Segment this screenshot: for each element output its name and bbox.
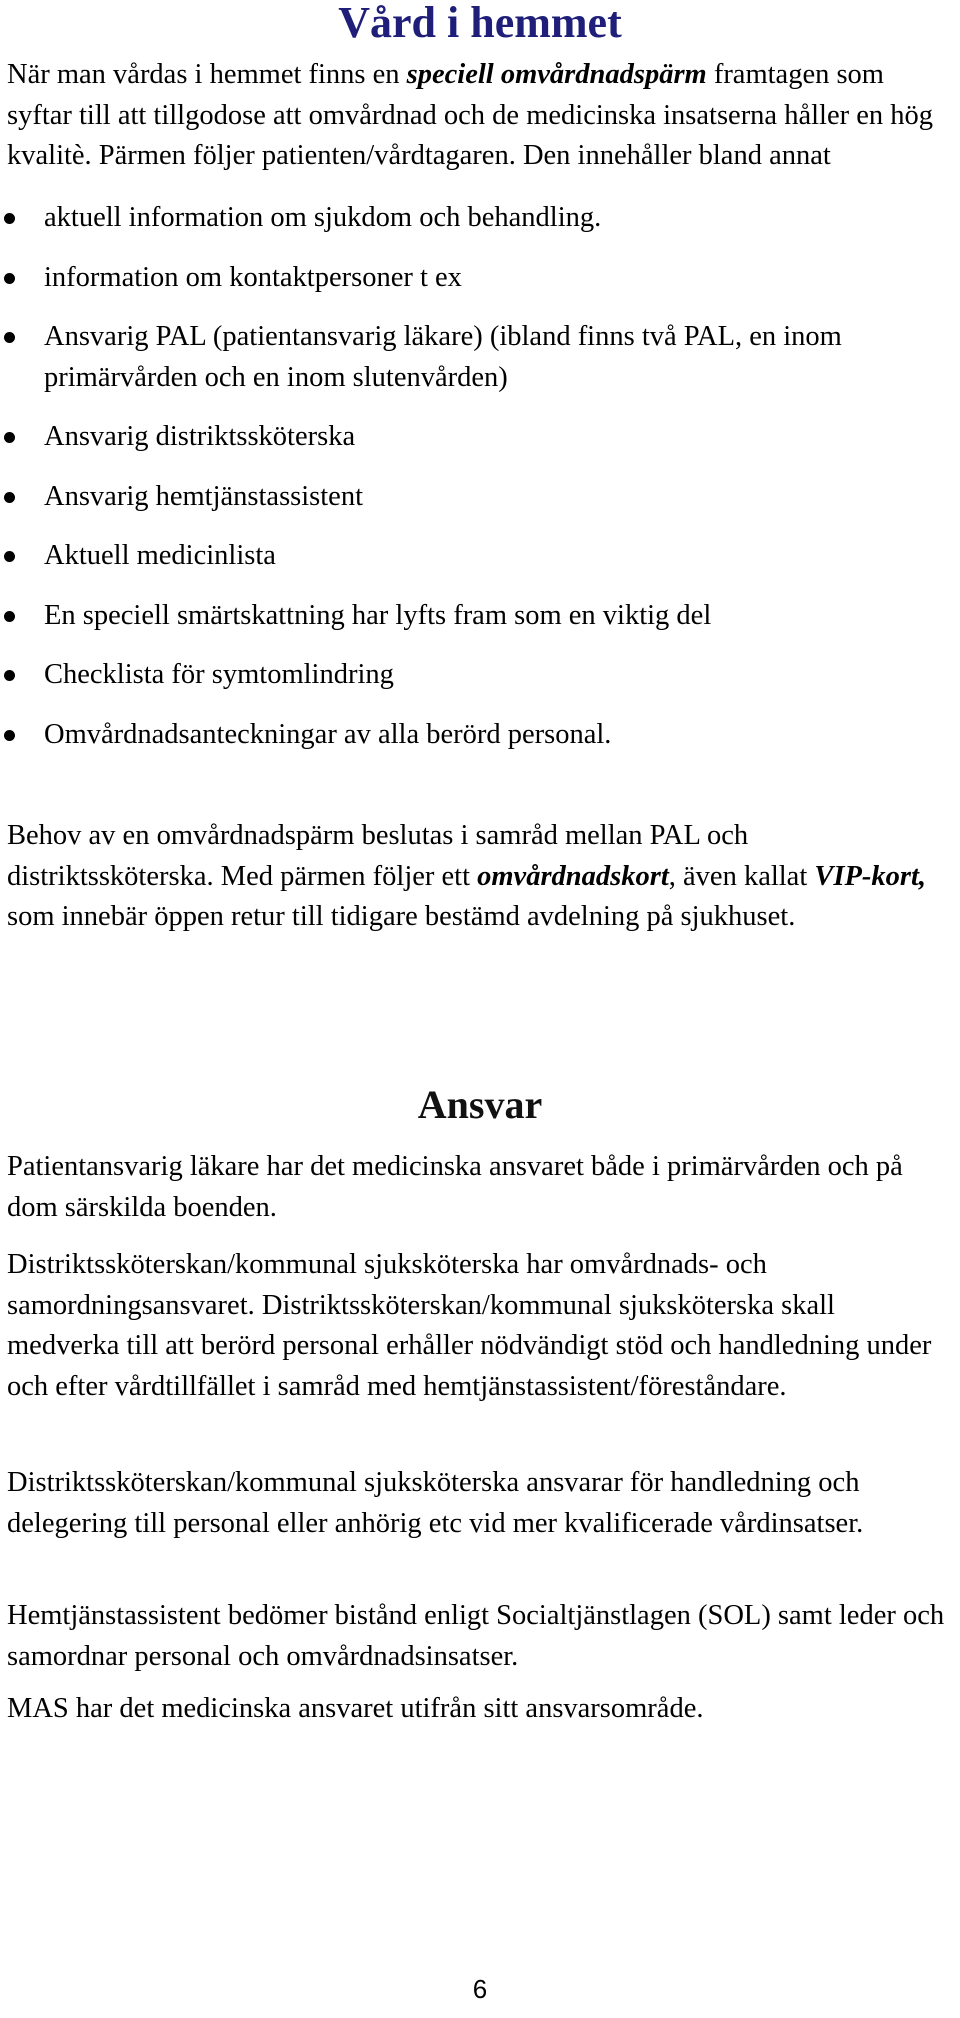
behov-paragraph [7,816,952,938]
bullet-list [0,198,945,774]
bullet-icon [4,670,15,681]
bullet-icon [4,492,15,503]
bullet-icon [4,213,15,224]
list-item-text: Ansvarig hemtjänstassistent [44,480,363,512]
list-item-text: Ansvarig distriktssköterska [44,421,356,452]
behov-emphasis-omvardnadskort: omvårdnadskort [477,860,669,892]
behov-emphasis-vip-kort: VIP-kort, [814,860,927,892]
list-item [0,596,945,637]
bullet-icon [4,611,15,622]
page-number: 6 [472,1974,488,2004]
bullet-icon [4,730,15,741]
list-item [0,715,945,756]
bullet-icon [4,332,15,343]
list-item-text: En speciell smärtskattning har lyfts fram som en viktig del [44,599,712,631]
intro-emphasis: speciell omvårdnadspärm [406,59,707,90]
list-item [0,477,945,518]
list-item-text: Omvårdnadsanteckningar av alla berörd personal. [44,718,612,750]
intro-text-after: framtagen som syftar till att tillgodose att omvårdnad och de medicinska insatserna håller en hög kvalitè. Pärmen följer patienten/vårdtagaren. Den innehåller bland annat [7,59,933,171]
intro-text-before: När man vårdas i hemmet finns en [7,59,407,90]
behov-text-3: som innebär öppen retur till tidigare bestämd avdelning på sjukhuset. [7,901,796,932]
ansvar-paragraph-3: Distriktssköterskan/kommunal sjuksköterska ansvarar för handledning och delegering till personal eller anhörig etc vid mer kvalificerade vårdinsatser. [7,1467,864,1539]
list-item [0,655,945,696]
section-heading-ansvar: Ansvar [417,1082,543,1127]
list-item-text: aktuell information om sjukdom och behandling. [44,202,602,233]
list-item [0,258,945,299]
bullet-icon [4,551,15,562]
list-item-text: Aktuell medicinlista [44,540,276,571]
ansvar-paragraph-2: Distriktssköterskan/kommunal sjuksköterska har omvårdnads- och samordningsansvaret. Distriktssköterskan/kommunal sjuksköterska skall medverka till att berörd personal erhåller nödvändigt stöd och handledning under och efter vårdtillfället i samråd med hemtjänstassistent/föreståndare. [7,1249,932,1402]
ansvar-paragraph-4: Hemtjänstassistent bedömer bistånd enligt Socialtjänstlagen (SOL) samt leder och samordnar personal och omvårdnadsinsatser. [7,1600,945,1672]
bullet-icon [4,432,15,443]
behov-text-1: Behov av en omvårdnadspärm beslutas i samråd mellan PAL och distriktssköterska. Med pärmen följer ett [7,820,749,892]
behov-text-2: , även kallat [668,860,815,892]
list-item [0,536,945,577]
list-item [0,198,945,239]
list-item-text: information om kontaktpersoner t ex [44,261,462,293]
intro-paragraph [7,55,952,177]
list-item-text: Ansvarig PAL (patientansvarig läkare) (ibland finns två PAL, en inom primärvården och en inom slutenvården) [44,321,842,393]
list-item [0,317,945,398]
list-item [0,417,945,458]
list-item-text: Checklista för symtomlindring [44,659,394,690]
page-title: Vård i hemmet [338,0,622,47]
bullet-icon [4,273,15,284]
ansvar-paragraph-5: MAS har det medicinska ansvaret utifrån sitt ansvarsområde. [7,1693,704,1724]
ansvar-paragraph-1: Patientansvarig läkare har det medicinska ansvaret både i primärvården och på dom särskilda boenden. [7,1151,903,1223]
